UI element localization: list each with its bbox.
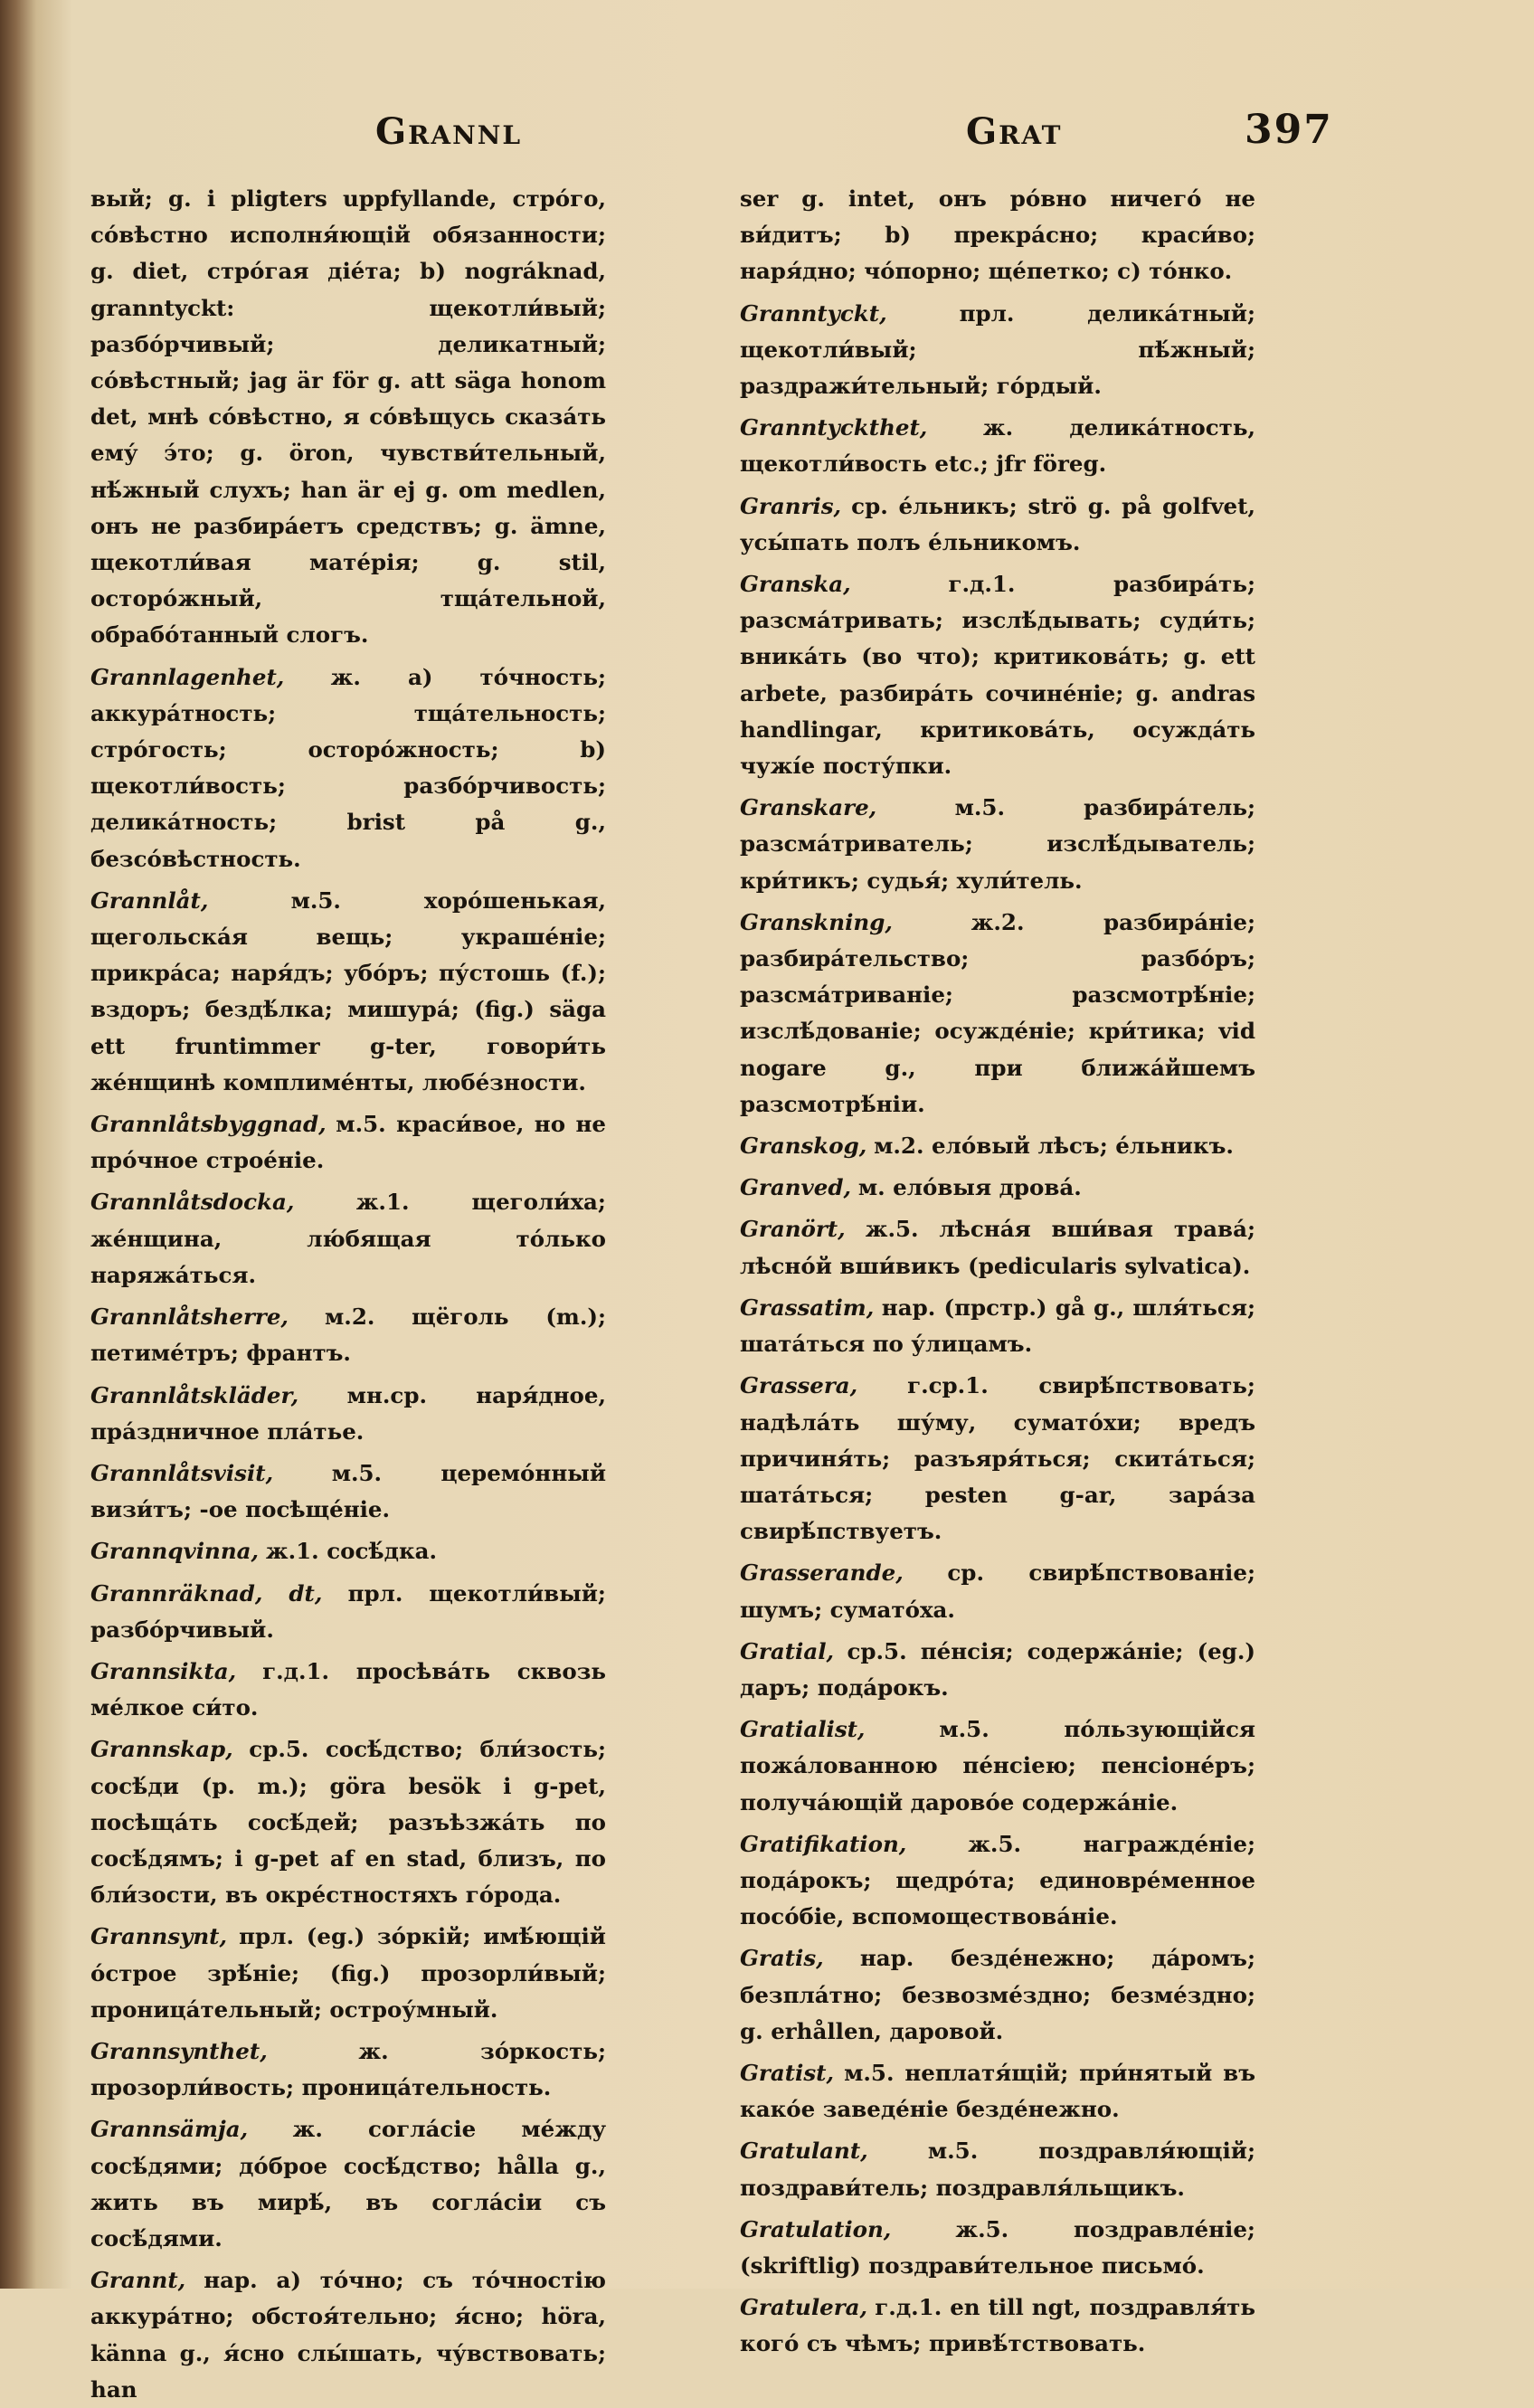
- dictionary-entry: [740, 566, 1255, 784]
- entry-headword: Grannlagenhet,: [90, 663, 285, 690]
- entry-definition: г.д.1. разбира́ть; разсма́тривать; изслѣ́дывать; суди́ть; вника́ть (во что); критикова́ть; g. ett arbete, разбира́ть сочине́ніе; g. andras handlingar, критикова́ть, осужда́ть чужі́е посту́пки.: [740, 571, 1255, 780]
- entry-headword: Granört,: [740, 1216, 846, 1243]
- dictionary-entry: [90, 1919, 606, 2028]
- entry-headword: Grannlåt,: [90, 886, 209, 914]
- entry-definition: ser g. intet, онъ ро́вно ничего́ не ви́дитъ; b) прекра́сно; краси́во; наря́дно; чо́порно; ще́петко; c) то́нко.: [740, 185, 1255, 285]
- dictionary-entry: [90, 1106, 606, 1179]
- entry-headword: Grannsikta,: [90, 1657, 237, 1684]
- entry-definition: ж. а) то́чность; аккура́тность; тща́тельность; стро́гость; осторо́жность; b) щекотли́вость; разбо́рчивость; делика́тность; brist på g., безсо́вѣстность.: [90, 663, 606, 872]
- entry-headword: Gratialist,: [740, 1716, 866, 1743]
- dictionary-entry: [740, 2212, 1255, 2284]
- dictionary-entry: [740, 488, 1255, 561]
- entry-headword: Grannt,: [90, 2267, 186, 2294]
- dictionary-entry: [740, 1290, 1255, 1362]
- entry-definition: м. ело́выя дрова́.: [857, 1174, 1082, 1201]
- dictionary-entry: [740, 1940, 1255, 2050]
- right-column: [740, 181, 1255, 2357]
- entry-headword: Gratist,: [740, 2059, 834, 2086]
- entry-headword: Grannräknad, dt,: [90, 1579, 323, 1607]
- entry-headword: Granris,: [740, 492, 842, 519]
- entry-definition: м.5. поздравля́ющій; поздрави́тель; поздравля́льщикъ.: [740, 2138, 1255, 2201]
- entry-headword: Grannlåtsbyggnad,: [90, 1111, 327, 1138]
- entry-definition: ср. свирѣ́пствованіе; шумъ; сумато́ха.: [740, 1560, 1255, 1623]
- entry-headword: Gratulation,: [740, 2215, 892, 2242]
- entry-headword: Granska,: [740, 571, 851, 598]
- entry-headword: Gratis,: [740, 1945, 824, 1972]
- entry-headword: Granved,: [740, 1174, 852, 1201]
- entry-definition: вый; g. i pligters uppfyllande, стро́го, со́вѣстно исполня́ющій обязанности; g. diet, стро́гая діе́та; b) nográknad, granntyckt: щекотли́вый; разбо́рчивый; деликатный; со́вѣстный; jag är för g. att säga honom det, мнѣ со́вѣстно, я со́вѣщусь сказа́ть ему́ э́то; g. öron, чувстви́тельный, нѣ́жный слухъ; han är ej g. om medlen, онъ не разбира́етъ средствъ; g. ämne, щекотли́вая мате́рія; g. stil, осторо́жный, тща́тельной, обрабо́танный слогъ.: [90, 185, 606, 649]
- entry-definition: ж.1. щеголи́ха; же́нщина, лю́бящая то́лько наряжа́ться.: [90, 1189, 606, 1288]
- entry-headword: Granntyckthet,: [740, 414, 928, 441]
- dictionary-entry: [90, 659, 606, 877]
- entry-headword: Grannlåtskläder,: [90, 1381, 299, 1408]
- entry-headword: Grannlåtsvisit,: [90, 1459, 274, 1486]
- entry-definition: прл. щекотли́вый; разбо́рчивый.: [90, 1579, 606, 1643]
- dictionary-entry: [90, 2111, 606, 2257]
- dictionary-entry: [740, 1711, 1255, 1821]
- entry-definition: ж.5. награжде́ніе; пода́рокъ; щедро́та; единовре́менное посо́біе, вспомоществова́ніе.: [740, 1830, 1255, 1930]
- entry-definition: нар. безде́нежно; да́ромъ; безпла́тно; безвозме́здно; безме́здно; g. erhållen, даровой.: [740, 1945, 1255, 2044]
- entry-definition: ср.5. пе́нсія; содержа́ніе; (eg.) даръ; пода́рокъ.: [740, 1637, 1255, 1701]
- entry-definition: м.5. хоро́шенькая, щегольска́я вещь; украше́ніе; прикра́са; наря́дъ; убо́ръ; пу́стошь (f.); вздоръ; бездѣ́лка; мишура́; (fig.) säga ett fruntimmer g-ter, говори́ть же́нщинѣ комплиме́нты, любе́зности.: [90, 886, 606, 1095]
- dictionary-entry: [740, 2055, 1255, 2128]
- entry-headword: Grassatim,: [740, 1294, 875, 1321]
- entry-definition: ж. зо́ркость; прозорли́вость; проница́тельность.: [90, 2037, 606, 2101]
- dictionary-entry: [90, 181, 606, 654]
- left-column: [90, 181, 607, 2403]
- entry-definition: нар. а) то́чно; съ то́чностію аккура́тно; обстоя́тельно; я́сно; höra, känna g., я́сно слы́шать, чу́вствовать; han: [90, 2267, 607, 2403]
- entry-headword: Gratial,: [740, 1637, 835, 1664]
- entry-definition: ж.1. сосѣ́дка.: [265, 1538, 438, 1565]
- entry-headword: Granntyckt,: [740, 299, 887, 327]
- dictionary-entry: [90, 1576, 606, 1648]
- entry-headword: Grannlåtsherre,: [90, 1304, 289, 1331]
- dictionary-entry: [740, 2133, 1255, 2205]
- dictionary-entry: [740, 1368, 1255, 1550]
- entry-definition: м.5. по́льзующійся пожа́лованною пе́нсіею; пенсіоне́ръ; получа́ющій дарово́е содержа́ніе.: [740, 1716, 1255, 1815]
- dictionary-entry: [90, 1299, 606, 1371]
- entry-definition: прл. (eg.) зо́ркій; имѣ́ющій о́строе зрѣ́ніе; (fig.) прозорли́вый; проница́тельный; остроу́мный.: [90, 1923, 606, 2023]
- entry-definition: ж. согла́сіе ме́жду сосѣ́дями; до́брое сосѣ́дство; hålla g., жить въ мирѣ́, въ согла́сіи съ сосѣ́дями.: [90, 2116, 607, 2252]
- dictionary-entry: [90, 1378, 606, 1450]
- entry-headword: Granskare,: [740, 794, 877, 821]
- entry-definition: ср. е́льникъ; strö g. på golfvet, усы́пать полъ е́льникомъ.: [740, 492, 1255, 555]
- entry-definition: ж.5. лѣсна́я вши́вая трава́; лѣсно́й вши́викъ (pedicularis sylvatica).: [740, 1216, 1255, 1279]
- entry-headword: Gratulant,: [740, 2138, 868, 2165]
- dictionary-entry: [90, 883, 606, 1101]
- entry-headword: Grannsynthet,: [90, 2037, 268, 2064]
- entry-definition: прл. делика́тный; щекотли́вый; пѣ́жный; раздражи́тельный; го́рдый.: [740, 299, 1255, 400]
- dictionary-entry: [90, 1731, 606, 1913]
- entry-headword: Grannqvinna,: [90, 1538, 260, 1565]
- entry-definition: м.5. разбира́тель; разсма́триватель; изслѣ́дыватель; кри́тикъ; судья́; хули́тель.: [740, 794, 1255, 894]
- dictionary-entry: [740, 1826, 1255, 1936]
- dictionary-entry: [740, 1128, 1255, 1164]
- dictionary-entry: [740, 1634, 1255, 1706]
- dictionary-entry: [740, 790, 1255, 899]
- entry-definition: м.5. церемо́нный визи́тъ; -ое посѣще́ніе.: [90, 1459, 606, 1523]
- entry-definition: нар. (прстр.) gå g., шля́ться; шата́ться по у́лицамъ.: [740, 1294, 1255, 1358]
- entry-definition: м.5. краси́вое, но не про́чное строе́ніе.: [90, 1111, 606, 1174]
- entry-headword: Grassera,: [740, 1372, 858, 1399]
- dictionary-entry: [740, 905, 1255, 1123]
- running-head-left: Grannl: [375, 110, 523, 153]
- dictionary-entry: [740, 296, 1255, 405]
- dictionary-entry: [740, 1211, 1255, 1284]
- dictionary-entry: [740, 181, 1255, 290]
- entry-definition: г.ср.1. свирѣ́пствовать; надѣла́ть шу́му, сумато́хи; вредъ причиня́ть; разъяря́ться; скита́ться; шата́ться; pesten g-ar, зара́за свирѣ́пствуетъ.: [740, 1372, 1255, 1545]
- entry-definition: ж.5. поздравле́ніе; (skriftlig) поздрави́тельное письмо́.: [740, 2215, 1255, 2279]
- dictionary-entry: [740, 410, 1255, 482]
- dictionary-entry: [90, 1533, 606, 1569]
- dictionary-entry: [90, 2034, 606, 2106]
- entry-definition: г.д.1. en till ngt, поздравля́ть кого́ съ чѣмъ; привѣ́тствовать.: [740, 2294, 1255, 2357]
- dictionary-entry: [90, 2262, 606, 2408]
- entry-headword: Grasserande,: [740, 1560, 904, 1587]
- entry-definition: мн.ср. наря́дное, пра́здничное пла́тье.: [90, 1381, 606, 1445]
- entry-definition: ср.5. сосѣ́дство; бли́зость; сосѣ́ди (p. m.); göra besök i g-pet, посѣща́ть сосѣ́дей; разъѣзжа́ть по сосѣ́дямъ; i g-pet af en stad, близъ, по бли́зости, въ окре́стностяхъ го́рода.: [90, 1736, 606, 1909]
- entry-definition: м.2. щёголь (m.); петиме́тръ; франтъ.: [90, 1304, 606, 1367]
- dictionary-entry: [90, 1184, 606, 1294]
- entry-headword: Grannsynt,: [90, 1923, 228, 1950]
- dictionary-entry: [90, 1654, 606, 1726]
- entry-definition: м.5. неплатя́щій; при́нятый въ како́е заведе́ніе безде́нежно.: [740, 2059, 1255, 2123]
- entry-definition: г.д.1. просѣва́ть сквозь ме́лкое си́то.: [90, 1657, 606, 1721]
- entry-definition: м.2. ело́вый лѣсъ; е́льникъ.: [874, 1133, 1234, 1160]
- page-number: 397: [1245, 107, 1333, 153]
- entry-headword: Grannskap,: [90, 1736, 233, 1763]
- dictionary-entry: [740, 2289, 1255, 2362]
- entry-headword: Grannsämja,: [90, 2116, 249, 2143]
- running-head-right: Grat: [966, 110, 1063, 153]
- dictionary-entry: [740, 1555, 1255, 1627]
- entry-definition: ж.2. разбира́ніе; разбира́тельство; разбо́ръ; разсма́триваніе; разсмотрѣ́ніе; изслѣ́дованіе; осужде́ніе; кри́тика; vid nogare g., при ближа́йшемъ разсмотрѣ́ніи.: [740, 908, 1255, 1117]
- entry-headword: Granskning,: [740, 908, 893, 935]
- entry-definition: ж. делика́тность, щекотли́вость etc.; jfr föreg.: [740, 414, 1255, 478]
- dictionary-entry: [90, 1455, 606, 1528]
- entry-headword: Gratifikation,: [740, 1830, 907, 1857]
- entry-headword: Gratulera,: [740, 2294, 868, 2321]
- dictionary-entry: [740, 1170, 1255, 1206]
- entry-headword: Granskog,: [740, 1133, 867, 1160]
- entry-headword: Grannlåtsdocka,: [90, 1189, 295, 1216]
